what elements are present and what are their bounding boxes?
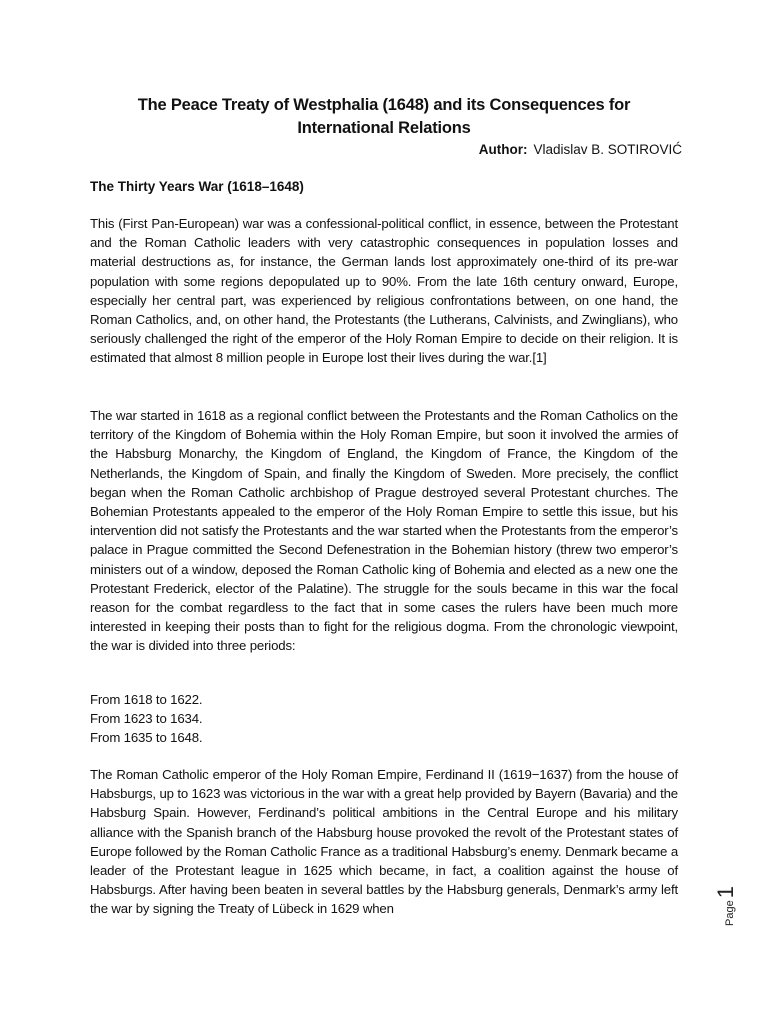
paragraph-3: The Roman Catholic emperor of the Holy Roman Empire, Ferdinand II (1619−1637) from the house of Habsburgs, up to 1623 was victorious in the war with a great help provided by Bayern (Bavaria) and the Habsburg Spain. However, Ferdinand’s political ambitions in the Central Europe and his military alliance with the Spanish branch of the Habsburg house provoked the revolt of the Protestant states of Europe followed by the Roman Catholic France as a traditional Habsburg’s enemy. Denmark became a leader of the Protestant league in 1625 which became, in fact, a coalition against the house of Habsburgs. After having been beaten in several battles by the Habsburg generals, Denmark’s army left the war by signing the Treaty of Lübeck in 1629 when — [90, 767, 678, 917]
period-item-3: From 1635 to 1648. — [90, 730, 203, 746]
paragraph-2: The war started in 1618 as a regional conflict between the Protestants and the Roman Catholics on the territory of the Kingdom of Bohemia within the Holy Roman Empire, but soon it involved the armies of the Habsburg Monarchy, the Kingdom of England, the Kingdom of France, the Kingdom of the Netherlands, the Kingdom of Spain, and finally the Kingdom of Sweden. More precisely, the conflict began when the Roman Catholic archbishop of Prague destroyed several Protestant churches. The Bohemian Protestants appealed to the emperor of the Holy Roman Empire to settle this issue, but his intervention did not satisfy the Protestants and the war started when the Protestants from the emperor’s palace in Prague committed the Second Defenestration in the Bohemian history (threw two emperor’s ministers out of a window, deposed the Roman Catholic king of Bohemia and elected as a new one the Protestant Frederick, elector of the Palatine). The struggle for the souls became in this war the focal reason for the combat regardless to the fact that in some cases the rulers have been much more interested in keeping their posts than to fight for the religious dogma. From the chronologic viewpoint, the war is divided into three periods: — [90, 408, 678, 654]
page-number: 1 — [713, 886, 738, 899]
page-number-footer — [713, 884, 743, 934]
document-title: The Peace Treaty of Westphalia (1648) and its Consequences for International Relations — [137, 96, 631, 137]
author-line — [479, 141, 682, 159]
paragraph-1: This (First Pan-European) war was a confessional-political conflict, in essence, between the Protestant and the Roman Catholic leaders with very catastrophic consequences in population losses and material destructions as, for instance, the German lands lost approximately one-third of its pre-war population with some regions depopulated up to 90%. From the late 16th century onward, Europe, especially her central part, was experienced by religious confrontations between, on one hand, the Roman Catholics, and, on other hand, the Protestants (the Lutherans, Calvinists, and Zwinglians), who seriously challenged the right of the emperor of the Holy Roman Empire to decide on their religion. It is estimated that almost 8 million people in Europe lost their lives during the war.[1] — [90, 216, 678, 366]
author-name: Vladislav B. SOTIROVIĆ — [533, 142, 682, 157]
period-item-1: From 1618 to 1622. — [90, 692, 203, 707]
author-label: Author: — [478, 142, 528, 157]
page-label: Page — [724, 900, 736, 926]
section-heading: The Thirty Years War (1618–1648) — [90, 179, 304, 194]
period-item-2: From 1623 to 1634. — [90, 711, 203, 727]
periods-list — [90, 690, 678, 748]
